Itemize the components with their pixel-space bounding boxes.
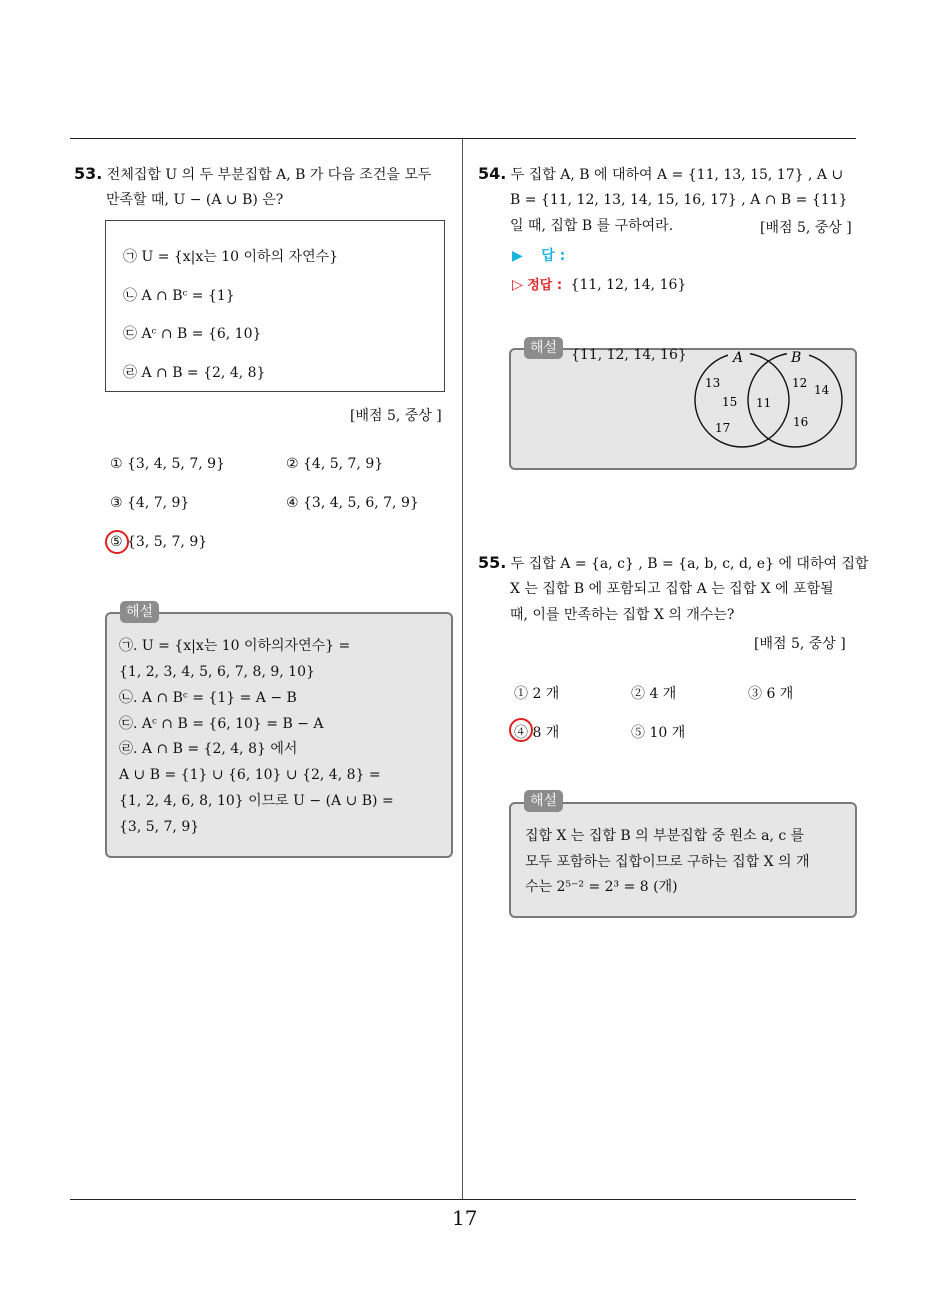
venn-b-only-12: 12 [792, 376, 808, 390]
q54-correct-row [512, 274, 686, 293]
q54-stem-line2: B = {11, 12, 13, 14, 15, 16, 17} , A ∩ B = {11} [510, 192, 848, 208]
q55-solution-box [509, 802, 857, 918]
q54-solution-box [509, 348, 857, 470]
q53-score: [배점 5, 중상 ] [350, 408, 442, 424]
q54-solution-tag: 해설 [524, 337, 563, 359]
q53-solution-line-3: ㉡. A ∩ Bᶜ = {1} = A − B [119, 690, 297, 706]
venn-diagram [511, 350, 859, 472]
q55-choice-2[interactable]: ② 4 개 [631, 686, 677, 702]
venn-a-only-15: 15 [722, 395, 738, 409]
play-icon: ▶ [512, 248, 523, 264]
venn-a-only-13: 13 [705, 376, 721, 390]
q53-condition-4: ㉣ A ∩ B = {2, 4, 8} [123, 365, 266, 381]
q53-condition-box [105, 220, 445, 392]
q53-choice-1[interactable]: ① {3, 4, 5, 7, 9} [110, 456, 225, 472]
venn-circle-a [695, 353, 789, 447]
q53-condition-1: ㉠ U = {x|x는 10 이하의 자연수} [123, 249, 339, 265]
q54-line1 [478, 164, 843, 185]
q53-stem-line1: 전체집합 U 의 두 부분집합 A, B 가 다음 조건을 모두 [106, 167, 432, 183]
q55-stem-line2: X 는 집합 B 에 포함되고 집합 A 는 집합 X 에 포함될 [510, 581, 834, 597]
q55-number: 55. [478, 553, 507, 572]
q54-stem-line3: 일 때, 집합 B 를 구하여라. [510, 218, 674, 234]
q55-choice-4[interactable]: ④ 8 개 [514, 725, 560, 741]
q55-stem-line3: 때, 이를 만족하는 집합 X 의 개수는? [510, 607, 735, 623]
q55-score: [배점 5, 중상 ] [754, 636, 846, 652]
q55-solution-tag: 해설 [524, 790, 563, 812]
q54-stem-line1: 두 집합 A, B 에 대하여 A = {11, 13, 15, 17} , A ∪ [510, 167, 844, 183]
page-number: 17 [452, 1206, 478, 1230]
venn-label-b: B [791, 350, 802, 366]
q53-stem-line2: 만족할 때, U − (A ∪ B) 은? [106, 192, 284, 208]
q55-choice-1[interactable]: ① 2 개 [514, 686, 560, 702]
q53-solution-line-5: ㉣. A ∩ B = {2, 4, 8} 에서 [119, 741, 298, 757]
q53-solution-line-2: {1, 2, 3, 4, 5, 6, 7, 8, 9, 10} [119, 664, 315, 680]
q53-choice-2[interactable]: ② {4, 5, 7, 9} [286, 456, 384, 472]
top-rule [70, 138, 856, 139]
q54-number: 54. [478, 164, 507, 183]
q54-score: [배점 5, 중상 ] [760, 220, 852, 236]
q53-choice-3[interactable]: ③ {4, 7, 9} [110, 495, 190, 511]
q55-choice-3[interactable]: ③ 6 개 [748, 686, 794, 702]
q55-solution-line-2: 모두 포함하는 집합이므로 구하는 집합 X 의 개 [525, 854, 810, 870]
q55-choice-5[interactable]: ⑤ 10 개 [631, 725, 686, 741]
q53-solution-box [105, 612, 453, 858]
venn-b-only-16: 16 [793, 415, 809, 429]
q53-solution-line-1: ㉠. U = {x|x는 10 이하의자연수} = [119, 638, 351, 654]
hollow-play-icon: ▷ [512, 277, 523, 293]
q54-answer-row [512, 245, 565, 265]
q53-solution-line-8: {3, 5, 7, 9} [119, 819, 200, 835]
q53-solution-tag: 해설 [120, 601, 159, 623]
q53-condition-2: ㉡ A ∩ Bᶜ = {1} [123, 288, 235, 304]
bottom-rule [70, 1199, 856, 1200]
q53-choice-4[interactable]: ④ {3, 4, 5, 6, 7, 9} [286, 495, 419, 511]
q54-solution-text: {11, 12, 14, 16} [571, 347, 687, 363]
venn-b-only-14: 14 [814, 383, 830, 397]
q53-number: 53. [74, 164, 103, 183]
q53-choice-5[interactable]: ⑤ {3, 5, 7, 9} [110, 534, 208, 550]
q55-line1 [478, 553, 869, 574]
venn-a-only-17: 17 [715, 421, 731, 435]
q53-condition-3: ㉢ Aᶜ ∩ B = {6, 10} [123, 326, 262, 342]
q55-solution-line-3: 수는 2⁵⁻² = 2³ = 8 (개) [525, 879, 678, 895]
q54-answer-label: 답 : [541, 248, 566, 264]
q53-solution-line-4: ㉢. Aᶜ ∩ B = {6, 10} = B − A [119, 716, 324, 732]
q53-solution-line-6: A ∪ B = {1} ∪ {6, 10} ∪ {2, 4, 8} = [119, 767, 381, 783]
column-divider [462, 139, 463, 1200]
q54-correct-label: 정답 : [527, 278, 563, 293]
q54-correct-value: {11, 12, 14, 16} [570, 277, 687, 293]
q53-solution-line-7: {1, 2, 4, 6, 8, 10} 이므로 U − (A ∪ B) = [119, 793, 394, 809]
q53-line1 [74, 164, 431, 185]
q55-solution-line-1: 집합 X 는 집합 B 의 부분집합 중 원소 a, c 를 [525, 828, 805, 844]
venn-both-11: 11 [756, 396, 772, 410]
venn-label-a: A [733, 350, 744, 366]
q55-stem-line1: 두 집합 A = {a, c} , B = {a, b, c, d, e} 에 대하여 집합 [510, 556, 869, 572]
